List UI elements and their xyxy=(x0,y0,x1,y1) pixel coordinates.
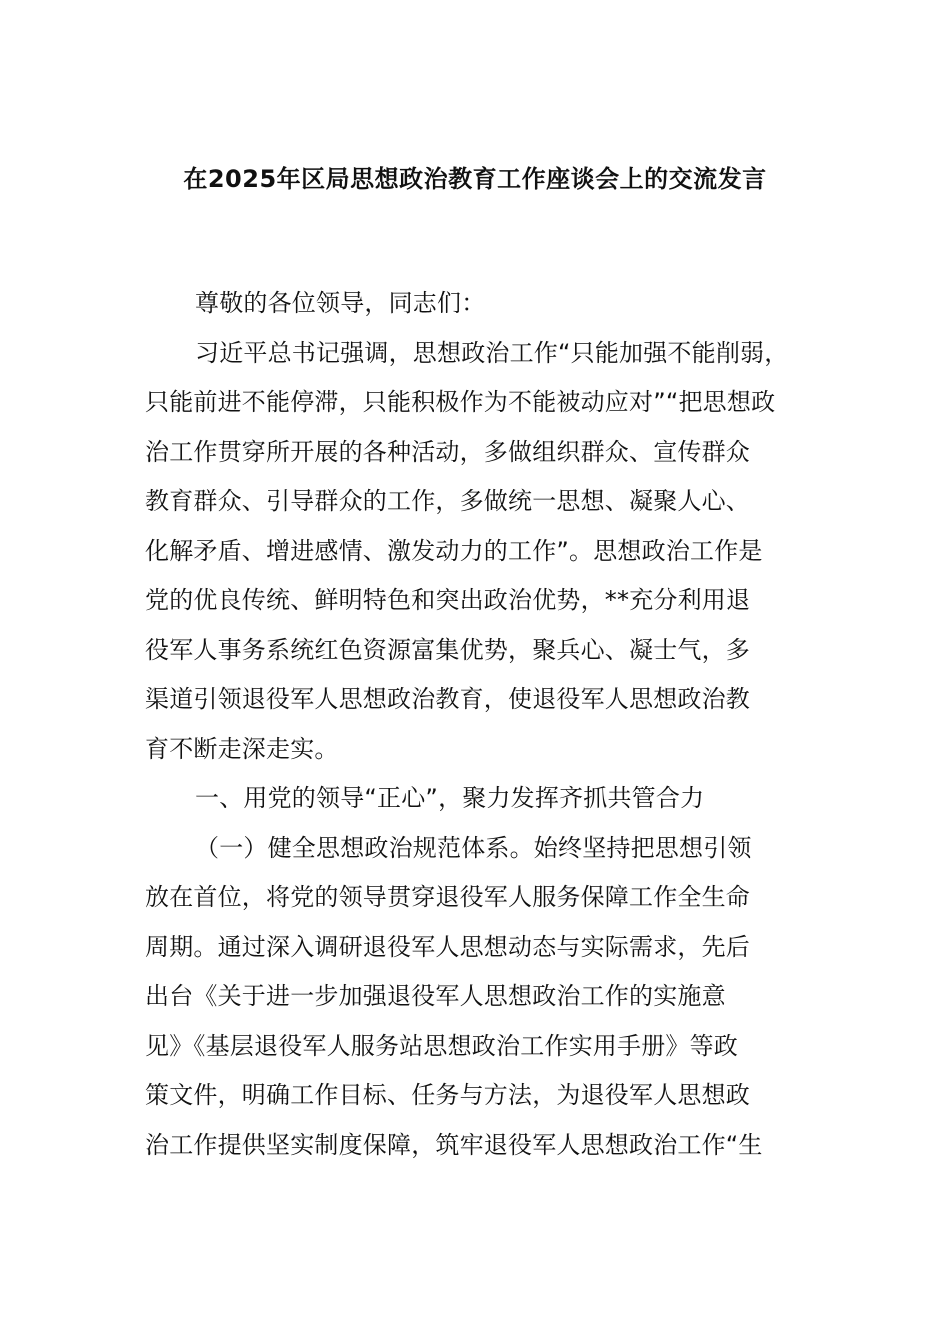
paragraph-section-1-1 xyxy=(145,824,835,1171)
greeting-paragraph xyxy=(145,279,835,329)
paragraph-line: 化解矛盾、增进感情、激发动力的工作”。思想政治工作是 xyxy=(145,536,763,565)
paragraph-line: 出台《关于进一步加强退役军人思想政治工作的实施意 xyxy=(145,982,726,1010)
paragraph-line: 见》《基层退役军人服务站思想政治工作实用手册》等政 xyxy=(145,1031,738,1060)
greeting-line: 尊敬的各位领导，同志们： xyxy=(195,289,486,317)
paragraph-line: （一）健全思想政治规范体系。始终坚持把思想引领 xyxy=(195,833,752,862)
document-title: 在2025年区局思想政治教育工作座谈会上的交流发言 xyxy=(183,165,767,193)
paragraph-line: 治工作贯穿所开展的各种活动，多做组织群众、宣传群众 xyxy=(145,437,750,466)
paragraph-line: 治工作提供坚实制度保障，筑牢退役军人思想政治工作“生 xyxy=(145,1130,763,1159)
paragraph-line: 教育群众、引导群众的工作，多做统一思想、凝聚人心、 xyxy=(145,487,750,515)
paragraph-line: 育不断走深走实。 xyxy=(145,734,339,763)
paragraph-line: 役军人事务系统红色资源富集优势，聚兵心、凝士气，多 xyxy=(145,635,750,664)
paragraph-line: 党的优良传统、鲜明特色和突出政治优势，**充分利用退 xyxy=(145,586,751,614)
document-body xyxy=(145,279,835,1170)
paragraph-line: 只能前进不能停滞，只能积极作为不能被动应对”“把思想政 xyxy=(145,388,776,416)
section-heading-1 xyxy=(145,774,835,824)
paragraph-line: 策文件，明确工作目标、任务与方法，为退役军人思想政 xyxy=(145,1081,750,1109)
paragraph-line: 放在首位，将党的领导贯穿退役军人服务保障工作全生命 xyxy=(145,883,750,911)
paragraph-line: 习近平总书记强调，思想政治工作“只能加强不能削弱， xyxy=(195,338,789,367)
paragraph-line: 周期。通过深入调研退役军人思想动态与实际需求，先后 xyxy=(145,932,750,961)
section-heading-line: 一、用党的领导“正心”，聚力发挥齐抓共管合力 xyxy=(195,784,705,812)
paragraph-intro xyxy=(145,329,835,775)
paragraph-line: 渠道引领退役军人思想政治教育，使退役军人思想政治教 xyxy=(145,685,750,713)
